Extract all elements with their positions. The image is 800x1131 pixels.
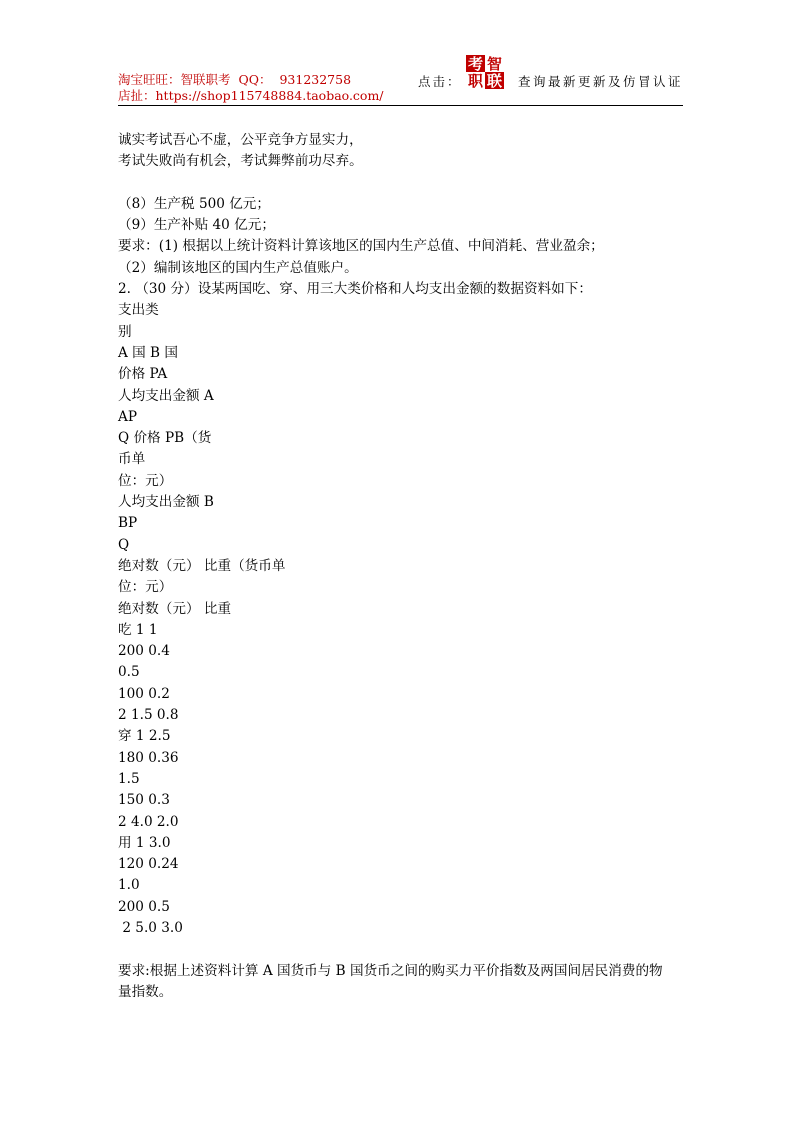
text-line: 0.5: [118, 664, 140, 681]
text-line: 2 4.0 2.0: [118, 813, 179, 830]
requirement-line: 量指数。: [118, 983, 173, 1000]
logo-char-zhi2: 职: [467, 72, 484, 90]
text-line: 别: [118, 323, 132, 340]
text-line: 100 0.2: [118, 685, 170, 702]
verify-link[interactable]: 查询最新更新及仿冒认证: [518, 74, 684, 89]
text-line: 要求：(1) 根据以上统计资料计算该地区的国内生产总值、中间消耗、营业盈余；: [118, 238, 604, 255]
logo-char-zhi: 智: [486, 55, 503, 73]
text-line: Q 价格 PB（货: [118, 430, 212, 447]
text-line: A 国 B 国: [118, 344, 178, 361]
header-divider: [118, 105, 683, 106]
text-line: （8）生产税 500 亿元；: [118, 195, 270, 212]
text-line: 位：元）: [118, 472, 173, 489]
exam-motto: [118, 130, 718, 173]
qq-number: 931232758: [279, 72, 352, 87]
zhilian-logo[interactable]: [465, 54, 505, 90]
text-line: 180 0.36: [118, 749, 179, 766]
text-line: 绝对数（元） 比重: [118, 600, 232, 617]
text-line: 人均支出金额 B: [118, 494, 214, 511]
text-line: 价格 PA: [118, 366, 168, 383]
text-line: 支出类: [118, 302, 159, 319]
text-line: 2 5.0 3.0: [118, 919, 183, 936]
text-line: Q: [118, 536, 130, 553]
text-line: 用 1 3.0: [118, 834, 171, 851]
spacer: [118, 173, 718, 194]
text-line: 1.5: [118, 770, 140, 787]
question-text: [118, 194, 718, 939]
text-line: 2 1.5 0.8: [118, 707, 179, 724]
requirement-text: [118, 961, 718, 1004]
shop-contact: [118, 72, 384, 104]
document-body: [118, 130, 718, 1003]
text-line: 穿 1 2.5: [118, 728, 171, 745]
text-line: 吃 1 1: [118, 621, 158, 638]
text-line: AP: [118, 408, 137, 425]
shop-name: 淘宝旺旺：智联职考: [118, 72, 231, 87]
motto-line: 考试失败尚有机会，考试舞弊前功尽弃。: [118, 153, 363, 170]
text-line: 绝对数（元） 比重（货币单: [118, 557, 286, 574]
text-line: 120 0.24: [118, 856, 179, 873]
text-line: 位：元）: [118, 579, 173, 596]
text-line: 1.0: [118, 877, 140, 894]
requirement-line: 要求:根据上述资料计算 A 国货币与 B 国货币之间的购买力平价指数及两国间居民消费的物: [118, 962, 663, 979]
shop-url-link[interactable]: 店扯：https://shop115748884.taobao.com/: [118, 88, 384, 103]
motto-line: 诚实考试吾心不虚，公平竞争方显实力，: [118, 132, 363, 148]
spacer: [118, 939, 718, 960]
text-line: 200 0.4: [118, 643, 170, 660]
text-line: 币单: [118, 451, 146, 468]
text-line: 150 0.3: [118, 792, 170, 809]
text-line: 人均支出金额 A: [118, 387, 214, 404]
click-label: 点击：: [418, 74, 462, 89]
text-line: 200 0.5: [118, 898, 170, 915]
page-header: [118, 52, 683, 108]
text-line: 2. （30 分）设某两国吃、穿、用三大类价格和人均支出金额的数据资料如下：: [118, 281, 592, 298]
text-line: （2）编制该地区的国内生产总值账户。: [118, 259, 358, 276]
logo-char-kao: 考: [467, 55, 484, 73]
qq-label: QQ：: [238, 72, 272, 87]
text-line: BP: [118, 515, 138, 532]
logo-char-lian: 联: [486, 72, 503, 90]
text-line: （9）生产补贴 40 亿元；: [118, 217, 275, 234]
